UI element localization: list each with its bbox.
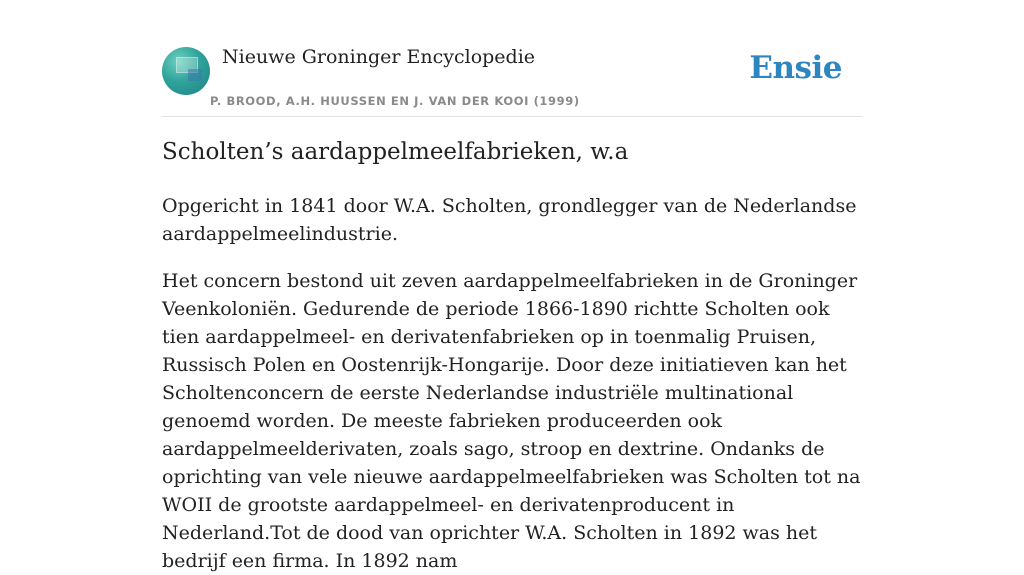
source-title[interactable]: Nieuwe Groninger Encyclopedie: [222, 46, 536, 68]
source-header: [162, 0, 862, 117]
encyclopedia-logo-icon[interactable]: [162, 47, 210, 95]
article-paragraph-1: Opgericht in 1841 door W.A. Scholten, grondlegger van de Nederlandse aardappelmeelindustrie.: [162, 195, 857, 245]
source-authors: P. BROOD, A.H. HUUSSEN EN J. VAN DER KOOI (1999): [210, 94, 580, 108]
article-paragraph-2: Het concern bestond uit zeven aardappelmeelfabrieken in de Groninger Veenkoloniën. Gedurende de periode 1866-1890 richtte Scholten ook tien aardappelmeel- en derivatenfabrieken op in toenmalig Pruisen, Russisch Polen en Oostenrijk-Hongarije. Door deze initiatieven kan het Scholtenconcern de eerste Nederlandse industriële multinational genoemd worden. De meeste fabrieken produceerden ook aardappelmeelderivaten, zoals sago, stroop en dextrine. Ondanks de oprichting van vele nieuwe aardappelmeelfabrieken was Scholten tot na WOII de grootste aardappelmeel- en derivatenproducent in Nederland.Tot de dood van oprichter W.A. Scholten in 1892 was het bedrijf een firma. In 1892 nam: [162, 270, 861, 572]
ensie-brand-logo[interactable]: Ensie: [749, 50, 842, 86]
article-heading: Scholten’s aardappelmeelfabrieken, w.a: [162, 139, 629, 165]
